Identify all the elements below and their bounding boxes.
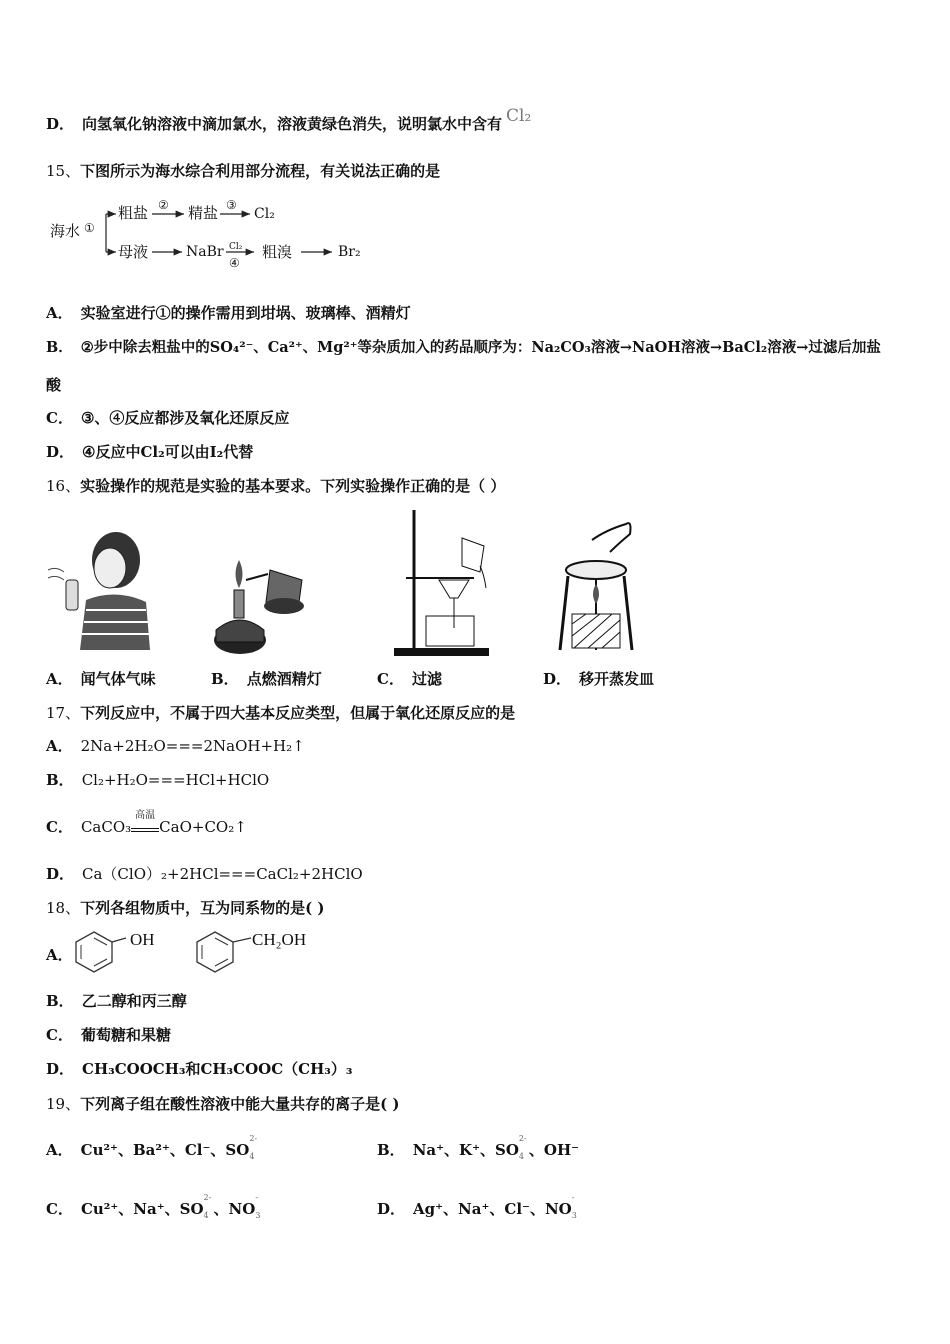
equals-sign: [131, 828, 159, 832]
q17-option-b: [46, 770, 269, 790]
option-equation: Ca（ClO）₂+2HCl===CaCl₂+2HClO: [82, 865, 363, 883]
question-number: 19、: [46, 1095, 81, 1113]
question-text: 下列各组物质中，互为同系物的是( ): [80, 899, 325, 917]
question-number: 15、: [46, 162, 81, 180]
option-label: B．: [46, 339, 73, 356]
benzyl-ch2oh-label: CH₂OH: [252, 930, 307, 949]
q17-option-c: [46, 810, 247, 837]
q17-stem: [46, 703, 515, 723]
q16-option-d: [543, 669, 654, 689]
q19-option-b: [377, 1134, 580, 1161]
q17-option-a: [46, 736, 305, 756]
question-text: 实验操作的规范是实验的基本要求。下列实验操作正确的是（ ）: [80, 477, 506, 495]
ion-charge: 2-: [203, 1193, 212, 1202]
option-text: CH₃COOCH₃和CH₃COOC（CH₃）₃: [82, 1060, 353, 1078]
q19-option-d: [377, 1193, 582, 1220]
q16-option-a: [46, 669, 156, 689]
refined-salt-label: 精盐: [188, 204, 219, 222]
ion-subscript: 3: [571, 1211, 577, 1220]
crude-bromine-label: 粗溴: [262, 243, 293, 261]
option-text: 向氢氧化钠溶液中滴加氯水，溶液黄绿色消失，说明氯水中含有: [82, 115, 503, 133]
q15-option-a: [46, 303, 411, 323]
seawater-flow-diagram: [46, 196, 386, 276]
option-equation: 2Na+2H₂O===2NaOH+H₂↑: [80, 737, 305, 755]
question-text: 下列离子组在酸性溶液中能大量共存的离子是( ): [80, 1095, 400, 1113]
q14-option-d: [46, 106, 532, 134]
reactant: CaCO₃: [80, 818, 132, 836]
option-label: C．: [46, 409, 73, 427]
q15-option-b-continued: [46, 375, 61, 395]
ion-charge: 2-: [518, 1134, 527, 1143]
option-label: A．: [46, 946, 73, 964]
ion-charge-stack: [571, 1193, 582, 1220]
option-label: B．: [211, 670, 239, 688]
q15-stem: [46, 161, 440, 181]
benzyl-alcohol-structure: [195, 928, 255, 976]
q18-option-d: [46, 1059, 352, 1079]
step1-label: ①: [84, 221, 95, 235]
seawater-label: 海水: [50, 222, 81, 240]
option-label: C．: [46, 1200, 73, 1218]
option-label: D．: [543, 670, 572, 688]
step3-label: ③: [226, 198, 237, 212]
ion-charge-stack: [203, 1193, 214, 1220]
phenol-oh-label: OH: [130, 930, 155, 949]
q18-option-b: [46, 991, 187, 1011]
option-label: A．: [46, 304, 73, 322]
br2-label: Br₂: [338, 244, 361, 260]
ion-subscript: 4: [203, 1211, 209, 1220]
q17-option-d: [46, 864, 363, 884]
q19-stem: [46, 1094, 400, 1114]
ion-charge-2: -: [255, 1193, 259, 1202]
condition-text: 高温: [135, 810, 156, 821]
option-text: ②步中除去粗盐中的SO₄²⁻、Ca²⁺、Mg²⁺等杂质加入的药品顺序为：Na₂CO₃溶液→NaOH溶液→BaCl₂溶液→过滤后加盐: [80, 339, 881, 356]
ion-charge-stack: [249, 1134, 259, 1161]
lighting-lamp-illustration: [210, 510, 310, 662]
q16-stem: [46, 476, 505, 496]
filtration-illustration: [384, 510, 494, 662]
q18-stem: [46, 898, 325, 918]
ion-charge: -: [571, 1193, 575, 1202]
nabr-label: NaBr: [186, 244, 224, 260]
option-text: ③、④反应都涉及氧化还原反应: [80, 409, 290, 427]
q16-option-b: [211, 669, 322, 689]
phenol-structure: [74, 928, 134, 976]
option-label: C．: [46, 818, 73, 836]
ion-tail: 、NO: [213, 1200, 256, 1218]
option-text: ④反应中Cl₂可以由I₂代替: [82, 443, 254, 461]
option-label: B．: [46, 771, 74, 789]
option-equation: Cl₂+H₂O===HCl+HClO: [81, 771, 270, 789]
ion-subscript-2: 3: [255, 1211, 261, 1220]
option-text: 移开蒸发皿: [579, 670, 655, 688]
option-label: C．: [377, 670, 404, 688]
option-label: B．: [377, 1141, 405, 1159]
q15-option-c: [46, 408, 289, 428]
option-label: A．: [46, 737, 73, 755]
ion-list: Ag⁺、Na⁺、Cl⁻、NO: [413, 1200, 572, 1218]
option-text: 实验室进行①的操作需用到坩埚、玻璃棒、酒精灯: [80, 304, 411, 322]
option-text: 闻气体气味: [80, 670, 156, 688]
q19-option-a: [46, 1134, 259, 1161]
step4-label: ④: [229, 256, 240, 270]
ion-subscript: 4: [249, 1152, 255, 1161]
option-label: C．: [46, 1026, 73, 1044]
ion-charge-stack: [518, 1134, 529, 1161]
question-text: 下图所示为海水综合利用部分流程，有关说法正确的是: [80, 162, 441, 180]
cl2-formula: Cl₂: [506, 106, 532, 126]
ion-subscript: 4: [518, 1152, 524, 1161]
option-label: D．: [46, 443, 75, 461]
option-text: 葡萄糖和果糖: [80, 1026, 171, 1044]
ion-tail: 、OH⁻: [528, 1141, 580, 1159]
ion-charge: 2-: [249, 1134, 258, 1143]
q15-option-b: [46, 338, 881, 358]
reaction-condition: [131, 810, 159, 832]
option-text: 点燃酒精灯: [246, 670, 322, 688]
mother-liquor-label: 母液: [118, 243, 149, 261]
ion-list: Na⁺、K⁺、SO: [412, 1141, 519, 1159]
option-label: D．: [46, 115, 75, 133]
option-label: D．: [46, 865, 75, 883]
evaporating-dish-illustration: [556, 510, 656, 662]
question-number: 17、: [46, 704, 81, 722]
option-label: A．: [46, 670, 73, 688]
q16-option-c: [377, 669, 442, 689]
ion-list: Cu²⁺、Ba²⁺、Cl⁻、SO: [80, 1141, 250, 1159]
step4-reagent-label: Cl₂: [229, 242, 243, 252]
crude-salt-label: 粗盐: [118, 204, 149, 222]
option-label: D．: [46, 1060, 75, 1078]
option-text-cont: 酸: [46, 376, 62, 394]
q19-option-c: [46, 1193, 265, 1220]
question-number: 18、: [46, 899, 81, 917]
smelling-gas-illustration: [46, 510, 166, 662]
ion-list: Cu²⁺、Na⁺、SO: [80, 1200, 204, 1218]
products: CaO+CO₂↑: [159, 818, 247, 836]
cl2-product-label: Cl₂: [254, 206, 275, 222]
step2-label: ②: [158, 198, 169, 212]
question-text: 下列反应中，不属于四大基本反应类型，但属于氧化还原反应的是: [80, 704, 516, 722]
q15-option-d: [46, 442, 253, 462]
option-text: 过滤: [411, 670, 442, 688]
option-label: A．: [46, 1141, 73, 1159]
option-label: B．: [46, 992, 74, 1010]
option-label: D．: [377, 1200, 406, 1218]
q18-option-c: [46, 1025, 171, 1045]
option-text: 乙二醇和丙三醇: [81, 992, 187, 1010]
question-number: 16、: [46, 477, 81, 495]
ion-charge-stack-2: [255, 1193, 265, 1220]
